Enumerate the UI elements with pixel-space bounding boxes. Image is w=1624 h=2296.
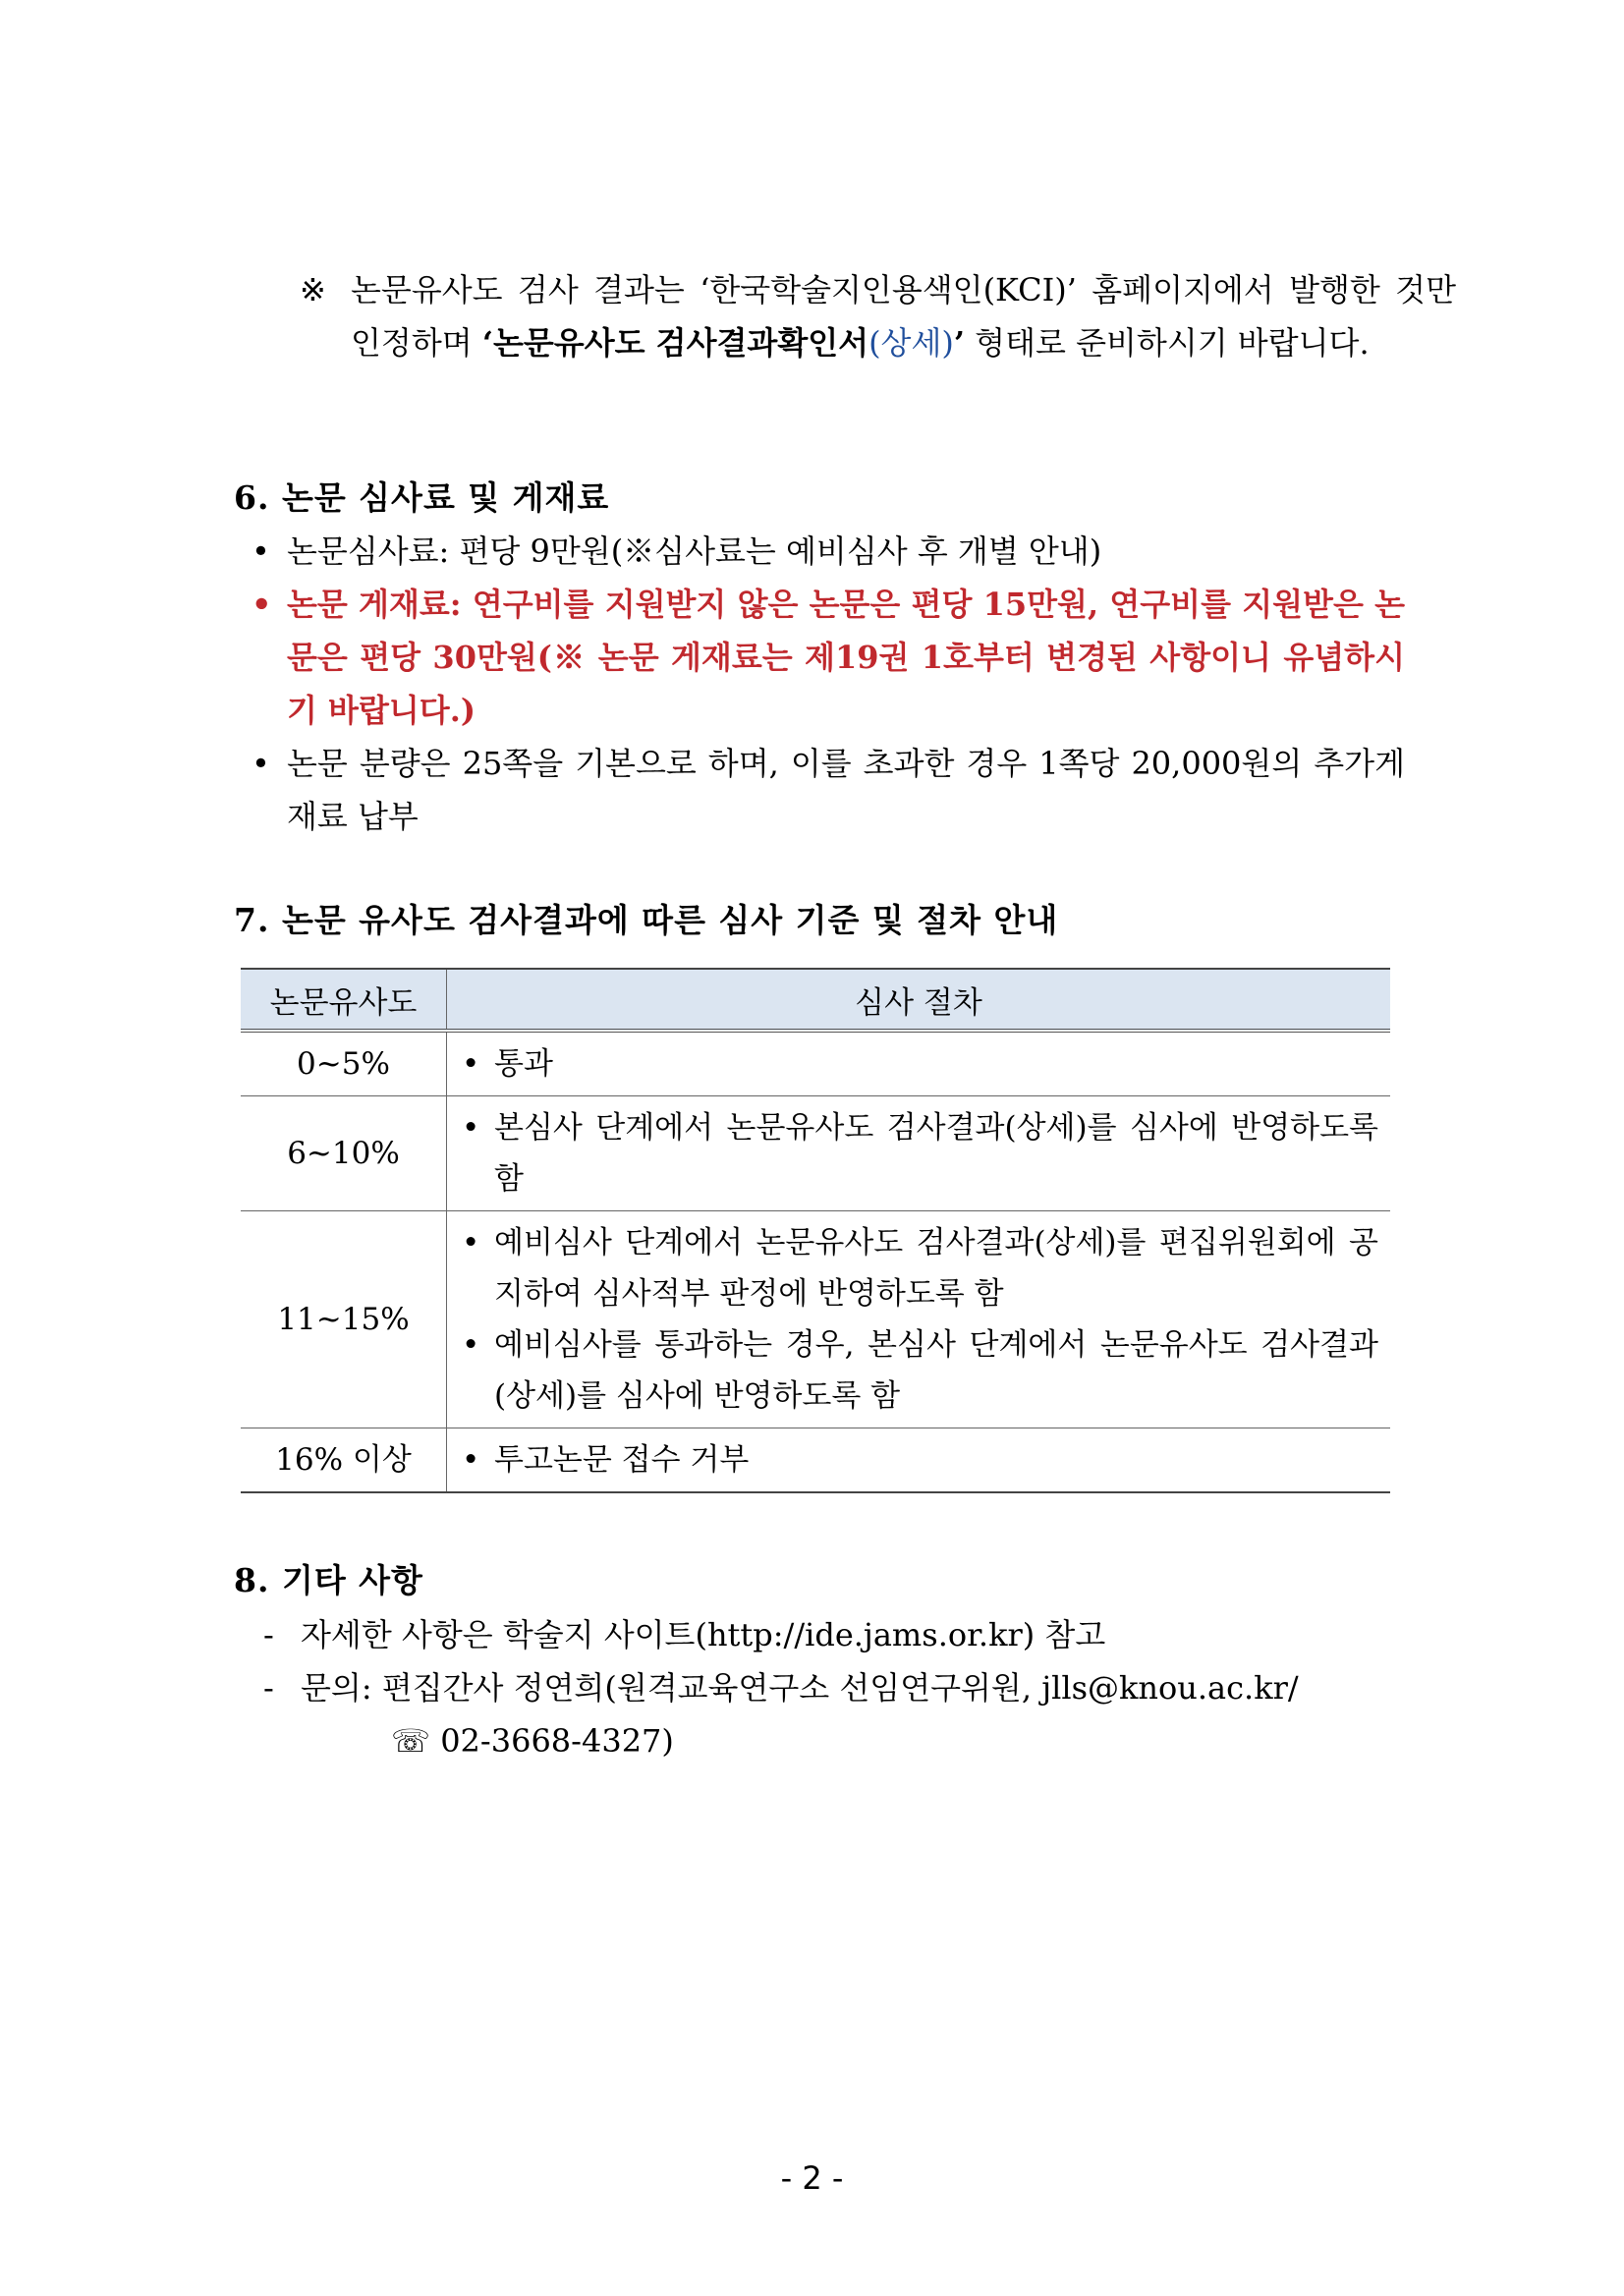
note-text-1: 논문유사도 검사 결과는 ‘한국학술지인용색인(KCI)’ 홈페이지에서 발행한 것만 인정하며 <box>351 271 1456 362</box>
procedure-text: 예비심사를 통과하는 경우, 본심사 단계에서 논문유사도 검사결과(상세)를 심사에 반영하도록 함 <box>494 1327 1378 1414</box>
procedure-cell <box>447 1096 1391 1211</box>
procedure-cell <box>447 1428 1391 1493</box>
similarity-review-table <box>241 968 1390 1493</box>
bullet-icon: • <box>462 1442 480 1478</box>
note-bold-text: ‘논문유사도 검사결과확인서 <box>481 324 869 362</box>
procedure-text: 본심사 단계에서 논문유사도 검사결과(상세)를 심사에 반영하도록 함 <box>494 1110 1378 1197</box>
note-bold-close: ’ <box>953 324 965 362</box>
procedure-text: 예비심사 단계에서 논문유사도 검사결과(상세)를 편집위원회에 공지하여 심사적부 판정에 반영하도록 함 <box>494 1225 1378 1312</box>
section8-list <box>263 1608 1403 1714</box>
note-text-2: 형태로 준비하시기 바랍니다. <box>965 324 1370 362</box>
range-cell: 11~15% <box>241 1211 447 1428</box>
table-row <box>241 1428 1390 1493</box>
procedure-text: 투고논문 접수 거부 <box>494 1442 750 1478</box>
contact-phone: ☏ 02-3668-4327) <box>391 1722 674 1760</box>
bullet-icon: • <box>462 1046 480 1082</box>
list-item-highlight <box>246 578 1405 737</box>
header-procedure: 심사 절차 <box>447 969 1391 1031</box>
list-item <box>263 1661 1403 1714</box>
item-text: 자세한 사항은 학술지 사이트(http://ide.jams.or.kr) 참고 <box>301 1616 1106 1653</box>
range-cell: 16% 이상 <box>241 1428 447 1493</box>
table-row <box>241 1211 1390 1428</box>
bullet-icon: • <box>252 745 270 782</box>
bullet-icon: • <box>462 1327 480 1363</box>
list-item <box>246 737 1405 843</box>
procedure-text: 통과 <box>494 1046 553 1082</box>
bullet-icon: • <box>462 1225 480 1260</box>
section6-list <box>246 525 1405 843</box>
dash-mark: - <box>263 1669 274 1707</box>
bullet-icon: • <box>462 1110 480 1146</box>
item-text: 문의: 편집간사 정연희(원격교육연구소 선임연구위원, jlls@knou.ac.kr/ <box>301 1669 1299 1707</box>
procedure-cell <box>447 1031 1391 1096</box>
bullet-icon: • <box>252 586 272 623</box>
bullet-text: 논문 게재료: 연구비를 지원받지 않은 논문은 편당 15만원, 연구비를 지원받은 논문은 편당 30만원(※ 논문 게재료는 제19권 1호부터 변경된 사항이니 유념하시기 바랍니다.) <box>287 586 1405 729</box>
kci-note <box>300 263 1456 369</box>
table-row <box>241 1031 1390 1096</box>
procedure-cell <box>447 1211 1391 1428</box>
range-cell: 6~10% <box>241 1096 447 1211</box>
list-item <box>246 525 1405 578</box>
table-row <box>241 1096 1390 1211</box>
dash-mark: - <box>263 1616 274 1653</box>
reference-mark: ※ <box>300 271 326 308</box>
section6-heading: 6. 논문 심사료 및 게재료 <box>234 478 610 517</box>
bullet-text: 논문심사료: 편당 9만원(※심사료는 예비심사 후 개별 안내) <box>287 532 1102 570</box>
section8-heading: 8. 기타 사항 <box>234 1561 423 1599</box>
page-number: - 2 - <box>780 2159 844 2197</box>
header-similarity: 논문유사도 <box>241 969 447 1031</box>
bullet-text: 논문 분량은 25쪽을 기본으로 하며, 이를 초과한 경우 1쪽당 20,000원의 추가게재료 납부 <box>287 745 1405 835</box>
list-item <box>263 1608 1403 1661</box>
section7-heading: 7. 논문 유사도 검사결과에 따른 심사 기준 및 절차 안내 <box>234 901 1059 939</box>
range-cell: 0~5% <box>241 1031 447 1096</box>
table-header-row <box>241 969 1390 1031</box>
bullet-icon: • <box>252 532 270 570</box>
note-accent-text: (상세) <box>868 324 954 362</box>
